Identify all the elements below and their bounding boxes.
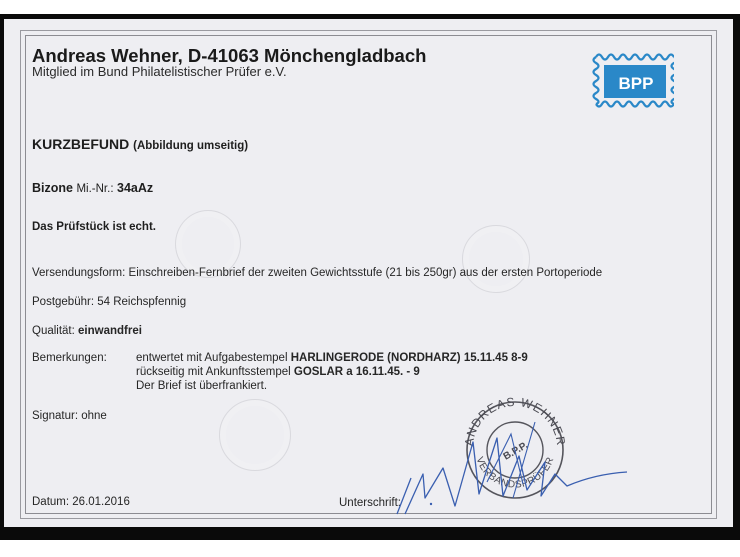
date-label: Datum:	[32, 496, 70, 508]
postage-label: Postgebühr:	[32, 296, 95, 308]
certificate-type: KURZBEFUND	[32, 136, 130, 152]
quality-label: Qualität:	[32, 325, 75, 337]
quality-value: einwandfrei	[78, 325, 142, 337]
remark-text: entwertet mit Aufgabestempel	[136, 352, 288, 364]
date-value: 26.01.2016	[72, 496, 130, 508]
stamp-catalog-line	[32, 181, 153, 195]
remark-line	[136, 366, 420, 378]
signatur-value: ohne	[81, 410, 107, 422]
catalog-label: Mi.-Nr.:	[76, 183, 114, 195]
embossed-seal-icon	[462, 225, 530, 293]
signature-mark-line	[32, 410, 107, 422]
remark-text: Der Brief ist überfrankiert.	[136, 380, 268, 392]
remark-line	[136, 352, 528, 364]
svg-text:VERBANDSPRÜFER: VERBANDSPRÜFER	[473, 455, 557, 491]
certificate-type-title	[32, 136, 248, 152]
versand-label: Versendungsform:	[32, 267, 126, 279]
remarks-label: Bemerkungen:	[32, 352, 107, 364]
signatur-label: Signatur:	[32, 410, 79, 422]
certificate-type-note: (Abbildung umseitig)	[133, 140, 249, 152]
remark-text: rückseitig mit Ankunftsstempel	[136, 366, 291, 378]
svg-text:ANDREAS WEHNER: ANDREAS WEHNER	[461, 394, 569, 447]
quality-line	[32, 325, 142, 337]
embossed-seal-icon	[219, 399, 291, 471]
versand-value: Einschreiben-Fernbrief der zweiten Gewichtsstufe (21 bis 250gr) aus der ersten Portoperiode	[128, 267, 603, 279]
signature-label: Unterschrift:	[339, 497, 401, 509]
area-name: Bizone	[32, 181, 73, 195]
postage-value: 54 Reichspfennig	[97, 296, 187, 308]
verdict-text: Das Prüfstück ist echt.	[32, 221, 156, 233]
remark-line	[136, 380, 267, 392]
examiner-name-heading: Andreas Wehner, D-41063 Mönchengladbach	[32, 45, 427, 66]
catalog-number: 34aAz	[117, 181, 154, 195]
versand-line	[32, 267, 602, 279]
remark-postmark: HARLINGERODE (NORDHARZ) 15.11.45 8-9	[290, 352, 528, 364]
examiner-membership: Mitglied im Bund Philatelistischer Prüfer e.V.	[32, 64, 287, 79]
date-line	[32, 496, 130, 508]
remark-postmark: GOSLAR a 16.11.45. - 9	[293, 366, 420, 378]
postage-line	[32, 296, 186, 308]
bpp-stamp-logo-icon	[592, 51, 674, 110]
examiner-stamp-icon	[395, 378, 635, 518]
svg-text:B.P.P.: B.P.P.	[501, 439, 530, 463]
svg-text:BPP: BPP	[618, 74, 654, 93]
